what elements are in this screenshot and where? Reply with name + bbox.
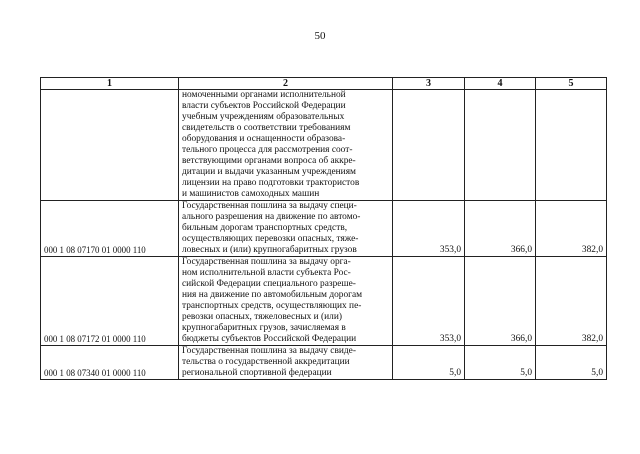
- description-line: дитации и выдачи указанным учреждениям: [182, 167, 356, 177]
- table-body: [41, 90, 607, 380]
- description-line: тельного процесса для рассмотрения соот-: [182, 145, 353, 155]
- table-row: [41, 90, 607, 201]
- description-line: ном исполнительной власти субъекта Рос-: [182, 268, 351, 278]
- description-line: осуществляющих перевозки опасных, тяже-: [182, 234, 359, 244]
- value-cell-3: 382,0: [536, 257, 607, 346]
- value-cell-2: 5,0: [465, 346, 536, 380]
- description-line: ального разрешения на движение по автомо-: [182, 212, 361, 222]
- description-line: тельства о государственной аккредитации: [182, 357, 350, 367]
- budget-table: [40, 77, 607, 380]
- table-header-row: [41, 78, 607, 90]
- column-header-value-2: 4: [465, 78, 536, 90]
- description-line: Государственная пошлина за выдачу свиде-: [182, 346, 356, 356]
- budget-code-cell: [41, 90, 179, 201]
- value-cell-1: [393, 90, 465, 201]
- description-line: бильным дорогам транспортных средств,: [182, 223, 348, 233]
- budget-code-cell: 000 1 08 07170 01 0000 110: [41, 201, 179, 257]
- description-line: ловесных и (или) крупногабаритных грузов: [182, 245, 357, 255]
- description-line: транспортных средств, осуществляющих пе-: [182, 301, 362, 311]
- budget-code-cell: 000 1 08 07172 01 0000 110: [41, 257, 179, 346]
- column-header-value-1: 3: [393, 78, 465, 90]
- description-line: свидетельств о соответствии требованиям: [182, 123, 351, 133]
- description-cell: [179, 90, 393, 201]
- value-cell-3: [536, 90, 607, 201]
- description-line: и машинистов самоходных машин: [182, 189, 320, 199]
- description-line: ния на движение по автомобильным дорогам: [182, 290, 363, 300]
- value-cell-3: 382,0: [536, 201, 607, 257]
- column-header-description: 2: [179, 78, 393, 90]
- description-line: Государственная пошлина за выдачу орга-: [182, 257, 351, 267]
- value-cell-3: 5,0: [536, 346, 607, 380]
- table-row: [41, 346, 607, 380]
- description-line: сийской Федерации специального разреше-: [182, 279, 356, 289]
- table-row: [41, 257, 607, 346]
- description-line: ветствующими органами вопроса об аккре-: [182, 156, 356, 166]
- description-line: Государственная пошлина за выдачу специ-: [182, 201, 357, 211]
- column-header-value-3: 5: [536, 78, 607, 90]
- description-line: лицензии на право подготовки трактористов: [182, 178, 360, 188]
- value-cell-2: 366,0: [465, 257, 536, 346]
- description-cell: [179, 201, 393, 257]
- description-line: учебным учреждениям образовательных: [182, 112, 345, 122]
- description-line: оборудования и оснащенности образова-: [182, 134, 346, 144]
- value-cell-1: 353,0: [393, 257, 465, 346]
- value-cell-2: 366,0: [465, 201, 536, 257]
- value-cell-1: 353,0: [393, 201, 465, 257]
- description-line: региональной спортивной федерации: [182, 368, 332, 378]
- description-line: крупногабаритных грузов, зачисляемая в: [182, 323, 346, 333]
- description-line: власти субъектов Российской Федерации: [182, 101, 346, 111]
- description-line: номоченными органами исполнительной: [182, 90, 346, 100]
- page-number: 50: [314, 30, 326, 42]
- description-cell: [179, 346, 393, 380]
- description-line: бюджеты субъектов Российской Федерации: [182, 334, 357, 344]
- value-cell-1: 5,0: [393, 346, 465, 380]
- description-line: ревозки опасных, тяжеловесных и (или): [182, 312, 342, 322]
- budget-code-cell: 000 1 08 07340 01 0000 110: [41, 346, 179, 380]
- description-cell: [179, 257, 393, 346]
- column-header-code: 1: [41, 78, 179, 90]
- value-cell-2: [465, 90, 536, 201]
- table-row: [41, 201, 607, 257]
